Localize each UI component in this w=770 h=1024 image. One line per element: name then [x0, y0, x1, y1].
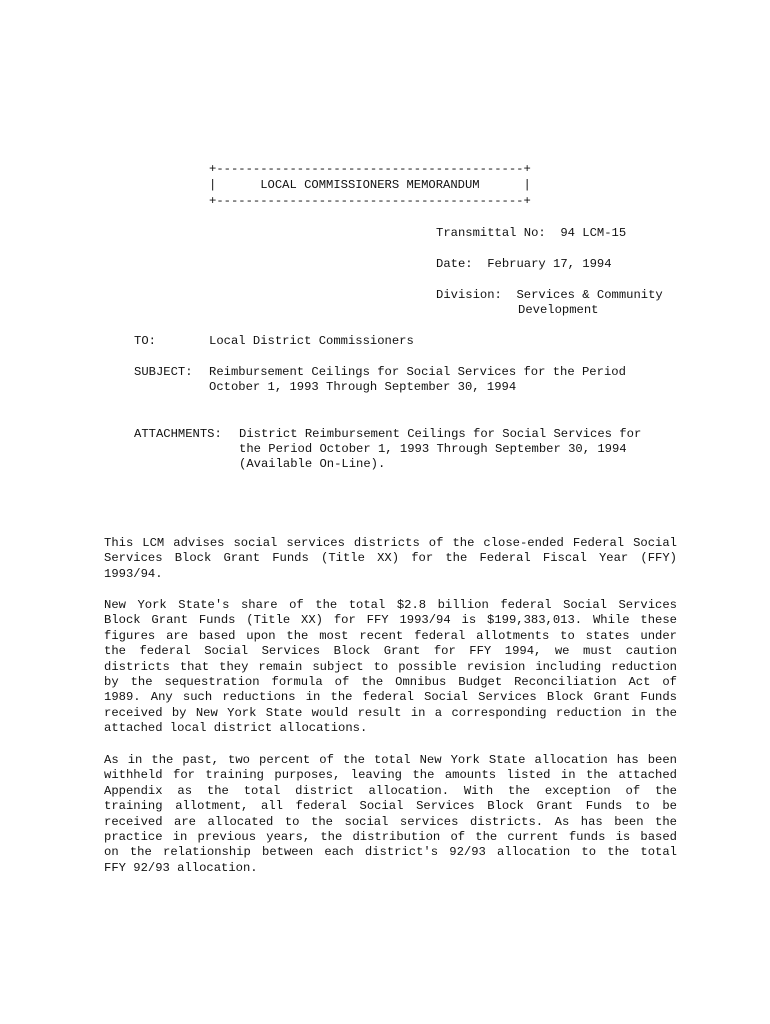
- paragraph-3-line: withheld for training purposes, leaving the amounts listed in the attached: [104, 768, 677, 783]
- paragraph-2-line: figures are based upon the most recent federal allotments to states under: [104, 628, 677, 643]
- paragraph-3: [104, 753, 677, 876]
- paragraph-2-line: districts that they remain subject to possible revision including reduction: [104, 659, 677, 674]
- paragraph-3-line: As in the past, two percent of the total New York State allocation has been: [104, 753, 677, 767]
- paragraph-2-line: New York State's share of the total $2.8 billion federal Social Services: [104, 598, 677, 612]
- paragraph-2: [104, 598, 677, 737]
- paragraph-3-line: Appendix as the total district allocation. With the exception of the: [104, 783, 677, 798]
- memo-date: Date: February 17, 1994: [436, 257, 612, 271]
- to-value: Local District Commissioners: [209, 334, 414, 348]
- header-box-bottom-border: +------------------------------------------+: [209, 194, 531, 208]
- paragraph-1-line: This LCM advises social services districts of the close-ended Federal Social: [104, 536, 677, 550]
- attachments-line-2: the Period October 1, 1993 Through September 30, 1994: [239, 442, 627, 456]
- header-box-title: | LOCAL COMMISSIONERS MEMORANDUM |: [209, 178, 531, 192]
- paragraph-2-line: Block Grant Funds (Title XX) for FFY 1993/94 is $199,383,013. While these: [104, 613, 677, 628]
- subject-line-1: Reimbursement Ceilings for Social Services for the Period: [209, 365, 626, 379]
- attachments-line-3: (Available On-Line).: [239, 457, 386, 471]
- attachments-label: ATTACHMENTS:: [134, 427, 222, 441]
- division-line-2: Development: [518, 303, 599, 317]
- paragraph-2-line: received by New York State would result in a corresponding reduction in the: [104, 705, 677, 720]
- paragraph-2-line: by the sequestration formula of the Omnibus Budget Reconciliation Act of: [104, 675, 677, 690]
- subject-line-2: October 1, 1993 Through September 30, 1994: [209, 380, 517, 394]
- paragraph-1: [104, 536, 677, 582]
- paragraph-3-line: FFY 92/93 allocation.: [104, 860, 258, 875]
- paragraph-1-line: 1993/94.: [104, 566, 163, 581]
- attachments-line-1: District Reimbursement Ceilings for Social Services for: [239, 427, 642, 441]
- transmittal-number: Transmittal No: 94 LCM-15: [436, 226, 627, 240]
- header-box-top-border: +------------------------------------------+: [209, 162, 531, 176]
- division-line-1: Division: Services & Community: [436, 288, 663, 302]
- to-label: TO:: [134, 334, 156, 348]
- paragraph-3-line: on the relationship between each district's 92/93 allocation to the total: [104, 845, 677, 860]
- paragraph-3-line: practice in previous years, the distribution of the current funds is based: [104, 830, 677, 845]
- paragraph-3-line: received are allocated to the social services districts. As has been the: [104, 814, 677, 829]
- paragraph-2-line: the federal Social Services Block Grant for FFY 1994, we must caution: [104, 644, 677, 659]
- paragraph-2-line: attached local district allocations.: [104, 721, 368, 736]
- paragraph-3-line: training allotment, all federal Social Services Block Grant Funds to be: [104, 799, 677, 814]
- paragraph-2-line: 1989. Any such reductions in the federal Social Services Block Grant Funds: [104, 690, 677, 705]
- paragraph-1-line: Services Block Grant Funds (Title XX) for the Federal Fiscal Year (FFY): [104, 551, 677, 566]
- subject-label: SUBJECT:: [134, 365, 193, 379]
